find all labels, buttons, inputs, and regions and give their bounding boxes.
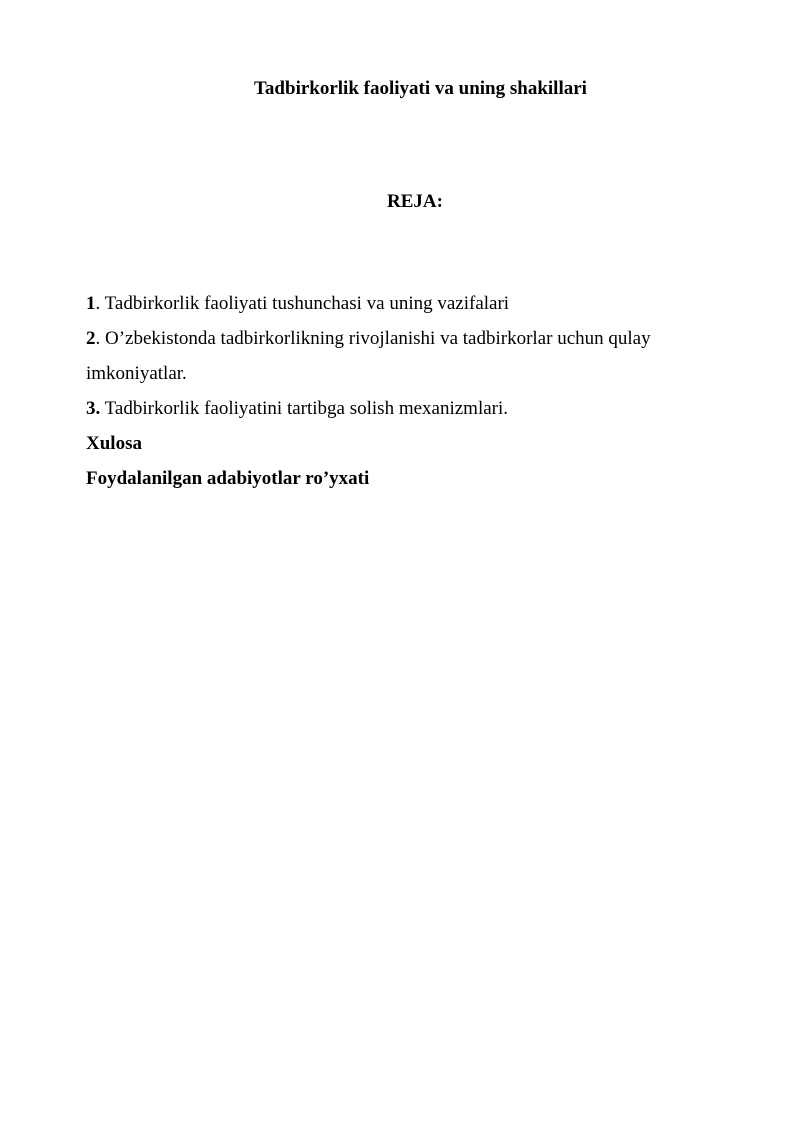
references-item: Foydalanilgan adabiyotlar ro’yxati bbox=[86, 468, 370, 489]
conclusion-item: Xulosa bbox=[86, 433, 142, 454]
plan-item-2-number: 2 bbox=[86, 328, 96, 349]
plan-item-1-number: 1 bbox=[86, 293, 96, 314]
plan-item-2-text: O’zbekistonda tadbirkorlikning rivojlanishi va tadbirkorlar uchun qulay bbox=[100, 328, 651, 349]
plan-list bbox=[86, 286, 736, 496]
plan-item-2 bbox=[86, 321, 736, 356]
plan-item-1-separator: . bbox=[95, 293, 101, 314]
plan-item-3-number: 3. bbox=[86, 398, 101, 419]
plan-item-3 bbox=[86, 391, 736, 426]
plan-item-2-continuation: imkoniyatlar. bbox=[86, 363, 187, 384]
plan-item-3-text: Tadbirkorlik faoliyatini tartibga solish mexanizmlari. bbox=[100, 398, 509, 419]
document-title: Tadbirkorlik faoliyati va uning shakillari bbox=[254, 78, 587, 99]
plan-item-2-separator: . bbox=[95, 328, 101, 349]
plan-heading: REJA: bbox=[387, 191, 443, 212]
plan-item-1 bbox=[86, 286, 736, 321]
plan-item-1-text: Tadbirkorlik faoliyati tushunchasi va uning vazifalari bbox=[100, 293, 510, 314]
